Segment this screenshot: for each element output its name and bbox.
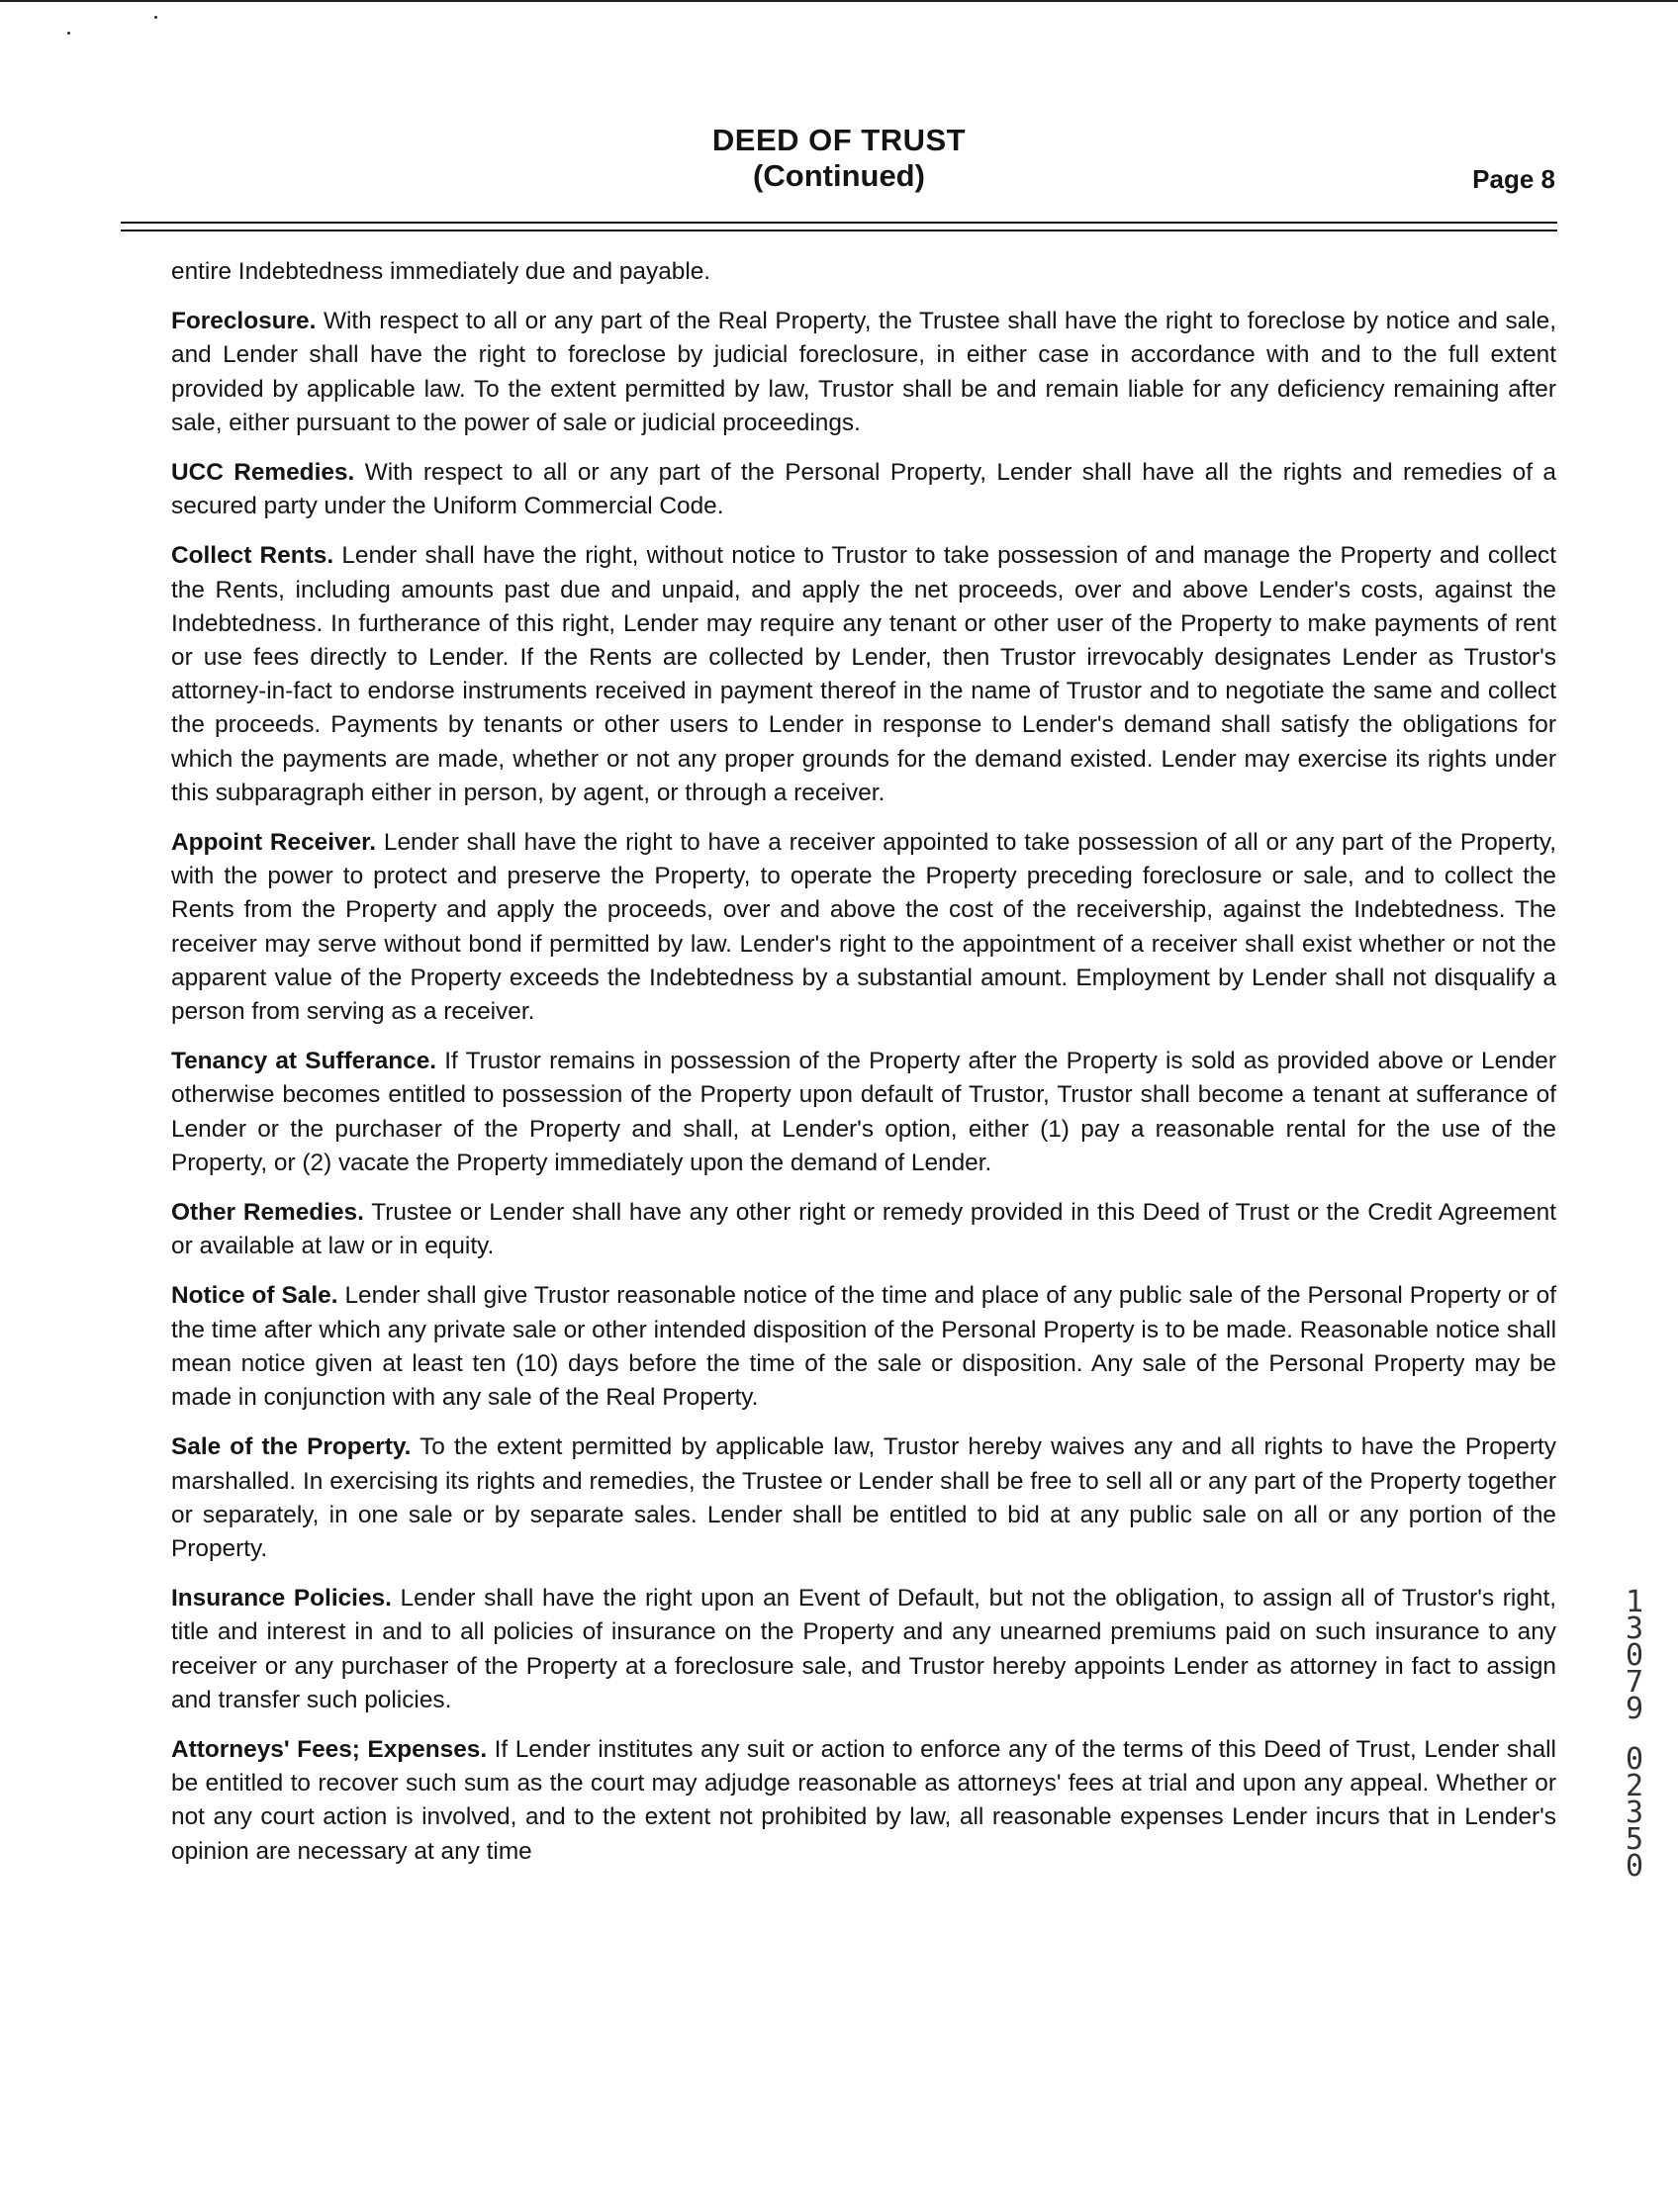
section-text: With respect to all or any part of the Personal Property, Lender shall have all the rights and remedies of a secured party under the Uniform Commercial Code. — [171, 459, 1556, 520]
section-heading: Insurance Policies. — [171, 1585, 392, 1613]
section-paragraph — [171, 1196, 1556, 1263]
section-paragraph — [171, 305, 1556, 440]
recording-number-stamp — [1621, 1585, 1648, 1884]
document-title: DEED OF TRUST — [711, 123, 967, 157]
section-text: To the extent permitted by applicable law, Trustor hereby waives any and all rights to have the Property marshalled. In exercising its rights and remedies, the Trustee or Lender shall be free to sell all or any part of the Property together or separately, in one sale or by separate sales. Lender shall be entitled to bid at any public sale on all or any portion of the Property. — [171, 1433, 1556, 1562]
section-heading: Tenancy at Sufferance. — [171, 1048, 437, 1075]
section-heading: Appoint Receiver. — [171, 829, 377, 857]
section-heading: Foreclosure. — [171, 308, 317, 335]
top-edge-rule — [0, 0, 1678, 2]
section-paragraph — [171, 826, 1556, 1029]
stamp-digit: 7 — [1625, 1665, 1644, 1700]
document-subtitle: (Continued) — [753, 158, 925, 193]
scan-speck — [154, 16, 157, 19]
section-heading: Notice of Sale. — [171, 1282, 338, 1310]
stamp-digit: 0 — [1625, 1849, 1644, 1884]
page-number: Page 8 — [1472, 164, 1555, 194]
section-paragraph — [171, 539, 1556, 810]
stamp-digit: 3 — [1625, 1796, 1644, 1830]
section-paragraph — [171, 1045, 1556, 1180]
section-paragraph — [171, 456, 1556, 523]
section-text: Lender shall give Trustor reasonable notice of the time and place of any public sale of the Personal Property or of the time after which any private sale or other intended disposition of the Personal Property is to be made. Reasonable notice shall mean notice given at least ten (10) days before the time of the sale or disposition. Any sale of the Personal Property may be made in conjunction with any sale of the Real Property. — [171, 1282, 1556, 1412]
stamp-digit: 3 — [1625, 1612, 1644, 1646]
section-heading: Attorneys' Fees; Expenses. — [171, 1735, 488, 1763]
section-text: With respect to all or any part of the Real Property, the Trustee shall have the right to foreclose by notice and sale, and Lender shall have the right to foreclose by judicial foreclosure, in either case in accordance with and to the full extent provided by applicable law. To the extent permitted by law, Trustor shall be and remain liable for any deficiency remaining after sale, either pursuant to the power of sale or judicial proceedings. — [171, 308, 1556, 436]
stamp-digit: 9 — [1625, 1692, 1644, 1726]
section-paragraph — [171, 1733, 1556, 1869]
stamp-digit: 5 — [1625, 1822, 1644, 1857]
stamp-digit: 2 — [1625, 1769, 1644, 1803]
section-paragraph — [171, 1279, 1556, 1415]
section-text: Lender shall have the right to have a receiver appointed to take possession of all or any part of the Property, with the power to protect and preserve the Property, to operate the Property preceding foreclosure or sale, and to collect the Rents from the Property and apply the proceeds, over and above the cost of the receivership, against the Indebtedness. The receiver may serve without bond if permitted by law. Lender's right to the appointment of a receiver shall exist whether or not the apparent value of the Property exceeds the Indebtedness by a substantial amount. Employment by Lender shall not disqualify a person from serving as a receiver. — [171, 829, 1556, 1026]
section-heading: UCC Remedies. — [171, 459, 355, 487]
section-text: Lender shall have the right, without notice to Trustor to take possession of and manage the Property and collect the Rents, including amounts past due and unpaid, and apply the net proceeds, over and above Lender's costs, against the Indebtedness. In furtherance of this right, Lender may require any tenant or other user of the Property to make payments of rent or use fees directly to Lender. If the Rents are collected by Lender, then Trustor irrevocably designates Lender as Trustor's attorney-in-fact to endorse instruments received in payment thereof in the name of Trustor and to negotiate the same and collect the proceeds. Payments by tenants or other users to Lender in response to Lender's demand shall satisfy the obligations for which the payments are made, whether or not any proper grounds for the demand existed. Lender may exercise its rights under this subparagraph either in person, by agent, or through a receiver. — [171, 542, 1556, 806]
stamp-digit: 0 — [1625, 1742, 1644, 1777]
section-heading: Collect Rents. — [171, 542, 334, 570]
section-paragraph — [171, 1582, 1556, 1717]
section-text: If Trustor remains in possession of the Property after the Property is sold as provided above or Lender otherwise becomes entitled to possession of the Property upon default of Trustor, Trustor shall become a tenant at sufferance of Lender or the purchaser of the Property and shall, at Lender's option, either (1) pay a reasonable rental for the use of the Property, or (2) vacate the Property immediately upon the demand of Lender. — [171, 1048, 1556, 1176]
scan-speck — [67, 32, 70, 35]
stamp-digit: 1 — [1625, 1585, 1644, 1619]
document-body — [171, 255, 1556, 1885]
document-header — [0, 123, 1678, 194]
section-paragraph — [171, 1430, 1556, 1566]
header-rule-bottom — [121, 230, 1557, 231]
section-text: Lender shall have the right upon an Event of Default, but not the obligation, to assign all of Trustor's right, title and interest in and to all policies of insurance on the Property and any unearned premiums paid on such insurance to any receiver or any purchaser of the Property at a foreclosure sale, and Trustor hereby appoints Lender as attorney in fact to assign and transfer such policies. — [171, 1585, 1557, 1713]
section-text: If Lender institutes any suit or action to enforce any of the terms of this Deed of Trust, Lender shall be entitled to recover such sum as the court may adjudge reasonable as attorneys' fees at trial and upon any appeal. Whether or not any court action is involved, and to the extent not prohibited by law, all reasonable expenses Lender incurs that in Lender's opinion are necessary at any time — [171, 1735, 1556, 1865]
stamp-digit: 0 — [1625, 1638, 1644, 1673]
section-heading: Sale of the Property. — [171, 1433, 412, 1461]
header-rule-top — [121, 222, 1557, 224]
section-text: Trustee or Lender shall have any other right or remedy provided in this Deed of Trust or the Credit Agreement or available at law or in equity. — [171, 1199, 1557, 1260]
section-heading: Other Remedies. — [171, 1199, 364, 1227]
intro-paragraph: entire Indebtedness immediately due and payable. — [171, 258, 711, 285]
